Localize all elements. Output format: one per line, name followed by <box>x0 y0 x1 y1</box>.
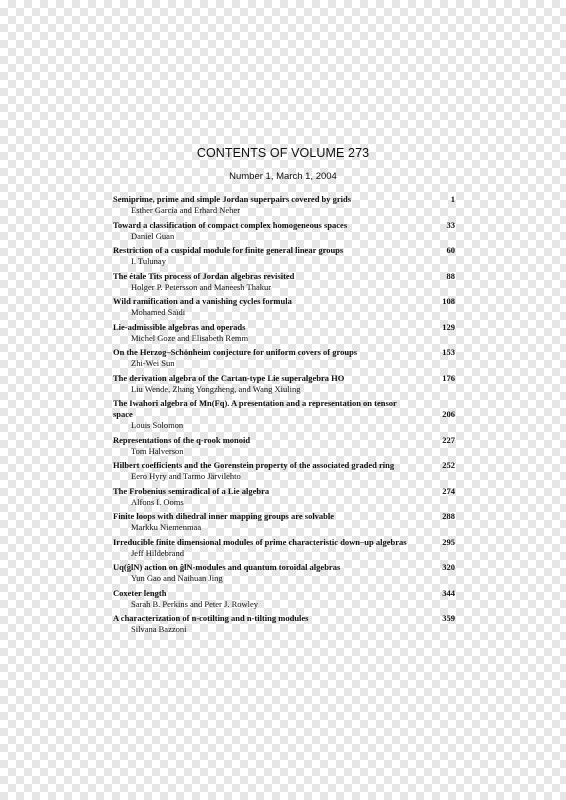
toc-entry <box>113 322 455 345</box>
article-title: The étale Tits process of Jordan algebras revisited <box>113 270 295 281</box>
article-title: Restriction of a cuspidal module for finite general linear groups <box>113 245 344 255</box>
toc-entry <box>113 460 455 483</box>
article-authors: Michel Goze and Elisabeth Remm <box>131 332 249 343</box>
article-title: Hilbert coefficients and the Gorenstein property of the associated graded ring <box>113 460 395 470</box>
article-title: Irreducible finite dimensional modules of prime characteristic down–up algebras <box>113 536 407 547</box>
article-authors: Tom Halverson <box>131 445 184 456</box>
page-number: 344 <box>442 587 455 598</box>
toc-entry <box>113 220 455 243</box>
article-authors: Silvana Bazzoni <box>131 624 187 634</box>
toc-entry <box>113 537 455 560</box>
toc-entry <box>113 373 455 396</box>
page-number: 88 <box>446 270 455 281</box>
page-number: 288 <box>442 511 455 521</box>
toc-entry <box>113 486 455 509</box>
article-authors: Eero Hyry and Tarmo Järvilehto <box>131 471 241 481</box>
article-authors: Esther García and Erhard Neher <box>131 205 241 215</box>
article-title: Toward a classification of compact complex homogeneous spaces <box>113 219 348 230</box>
article-authors: Yun Gao and Naihuan Jing <box>131 573 223 583</box>
page-number: 252 <box>442 460 455 470</box>
page-number: 295 <box>442 536 455 547</box>
article-authors: Alfons I. Ooms <box>131 496 184 507</box>
article-authors: Liu Wende, Zhang Yongzheng, and Wang Xiuling <box>131 383 301 394</box>
contents-title: CONTENTS OF VOLUME 273 <box>196 146 370 160</box>
toc-entry <box>113 347 455 370</box>
page-number: 60 <box>446 245 455 255</box>
toc-entry <box>113 296 455 319</box>
article-authors: Mohamed Saïdi <box>131 307 186 317</box>
page-number: 206 <box>442 409 455 419</box>
table-of-contents <box>113 194 455 639</box>
article-title: Semiprime, prime and simple Jordan superpairs covered by grids <box>113 194 352 204</box>
toc-entry <box>113 613 455 636</box>
toc-entry <box>113 511 455 534</box>
article-authors: Sarah B. Perkins and Peter J. Rowley <box>131 598 259 609</box>
article-title: On the Herzog–Schönheim conjecture for uniform covers of groups <box>113 347 358 357</box>
page-number: 176 <box>442 372 455 383</box>
article-authors: I. Tulunay <box>131 256 166 266</box>
toc-entry <box>113 398 455 432</box>
issue-subtitle: Number 1, March 1, 2004 <box>229 171 337 182</box>
article-authors: Jeff Hildebrand <box>131 547 184 558</box>
article-authors: Zhi-Wei Sun <box>131 358 175 368</box>
page-number: 1 <box>450 194 455 204</box>
article-title: The Iwahori algebra of Mn(Fq). A presentation and a representation on tensor space <box>113 398 397 419</box>
toc-entry <box>113 271 455 294</box>
page-number: 129 <box>442 321 455 332</box>
page-number: 227 <box>442 434 455 445</box>
page-number: 153 <box>442 347 455 357</box>
toc-entry <box>113 194 455 217</box>
article-title: Finite loops with dihedral inner mapping groups are solvable <box>113 511 335 521</box>
article-title: Wild ramification and a vanishing cycles formula <box>113 296 292 306</box>
article-authors: Louis Solomon <box>131 420 184 430</box>
article-authors: Markku Niemenmaa <box>131 522 202 532</box>
page-number: 108 <box>442 296 455 306</box>
article-title: Lie-admissible algebras and operads <box>113 321 246 332</box>
article-authors: Holger P. Petersson and Maneesh Thakur <box>131 281 272 292</box>
page-number: 359 <box>442 613 455 623</box>
toc-entry <box>113 562 455 585</box>
toc-entry <box>113 245 455 268</box>
page-number: 33 <box>446 219 455 230</box>
article-title: Representations of the q-rook monoid <box>113 434 251 445</box>
page-number: 274 <box>442 485 455 496</box>
toc-entry <box>113 588 455 611</box>
article-title: A characterization of n-cotilting and n-tilting modules <box>113 613 309 623</box>
page-number: 320 <box>442 562 455 572</box>
article-title: The derivation algebra of the Cartan-type Lie superalgebra HO <box>113 372 345 383</box>
article-title: Coxeter length <box>113 587 167 598</box>
article-authors: Daniel Guan <box>131 230 175 241</box>
article-title: The Frobenius semiradical of a Lie algebra <box>113 485 270 496</box>
toc-entry <box>113 435 455 458</box>
article-title: Uq(ĝlN) action on ĝlN-modules and quantum toroidal algebras <box>113 562 341 572</box>
